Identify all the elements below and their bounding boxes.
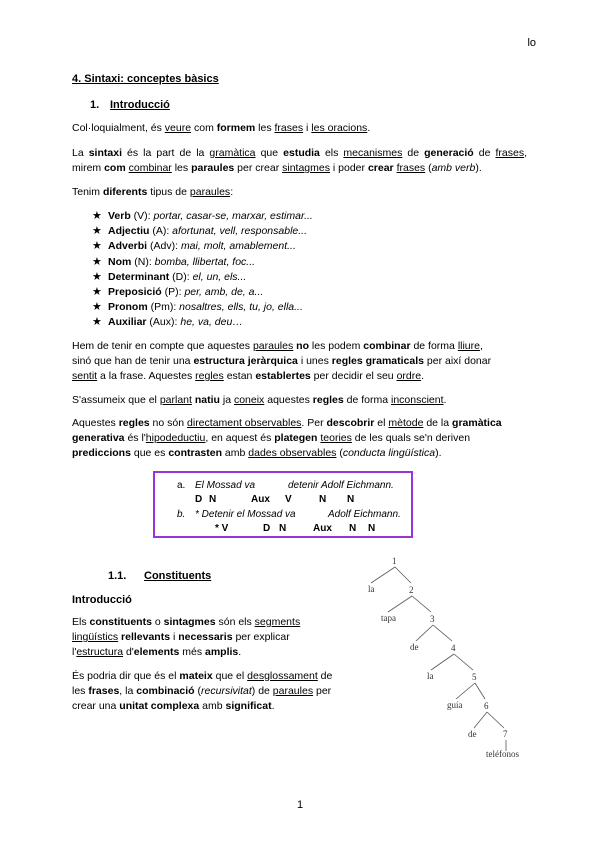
paragraph-7: Els constituents o sintagmes són els segments lingüístics rellevants i necessaris per explicar l'estructura d'elements més amplis. [72,616,301,658]
paragraph-1: Col·loquialment, és veure com formem les frases i les oracions. [72,122,371,134]
tree-leaf: la [427,671,434,681]
example-a-tag: N [319,494,327,505]
star-bullet-icon: ★ [92,225,102,238]
example-a-word: detenir Adolf Eichmann. [288,480,394,491]
tree-node: 5 [472,672,477,682]
tree-node: 6 [484,701,489,711]
subsection-number: 1. [90,99,100,111]
star-bullet-icon: ★ [92,210,102,222]
parts-of-speech-list [92,209,313,331]
subsection-1-1-title [108,569,211,584]
example-b-tag: N [279,523,287,534]
section-title: 4. Sintaxi: conceptes bàsics [72,73,219,85]
paragraph-2: La sintaxi és la part de la gramàtica que estudia els mecanismes de generació de frases, mirem com combinar les paraules per crear sintagmes i poder crear frases (amb verb). [72,147,527,174]
intro-heading: Introducció [72,594,132,606]
tree-node: 2 [409,585,414,595]
list-item: ★ Auxiliar (Aux): he, va, deu… [92,315,313,330]
example-b-tag: * V [215,523,229,534]
example-a-word: El Mossad va [195,480,256,491]
example-b-tag: N [349,523,357,534]
example-a-tag: N [209,494,217,505]
star-bullet-icon: ★ [92,255,102,268]
list-item: ★ Pronom (Pm): nosaltres, ells, tu, jo, ella... [92,300,313,315]
tree-leaf: de [410,642,419,652]
paragraph-5: S'assumeix que el parlant natiu ja coneix aquestes regles de forma inconscient. [72,394,447,406]
star-bullet-icon: ★ [92,316,102,329]
example-a-tag: N [347,494,355,505]
tree-leaf: tapa [381,613,396,623]
subsection-1-1-number: 1.1. [108,570,127,582]
subsection-1-1-label: Constituents [144,570,212,582]
tree-node: 4 [451,643,456,653]
example-a-tag: V [285,494,292,505]
list-item: ★ Adjectiu (A): afortunat, vell, responsable... [92,224,313,239]
subsection-title [90,98,170,113]
example-a-label: a. [177,480,186,491]
star-bullet-icon: ★ [92,301,102,314]
tree-node: 1 [392,556,397,566]
example-b-word: Adolf Eichmann. [328,509,401,520]
star-bullet-icon: ★ [92,286,102,299]
tree-leaf: de [468,729,477,739]
star-bullet-icon: ★ [92,240,102,253]
header-right-text: lo [527,37,536,49]
example-b-tag: N [368,523,376,534]
paragraph-8: És podria dir que és el mateix que el desglossament de les frases, la combinació (recursivitat) de paraules per crear una unitat complexa amb significat. [72,670,333,712]
example-b-label: b. [177,509,186,520]
example-b-tag: Aux [313,523,332,534]
example-a-tag: Aux [251,494,270,505]
list-item: ★ Adverbi (Adv): mai, molt, amablement... [92,239,313,254]
example-a-tag: D [195,494,203,505]
page-number: 1 [296,799,304,811]
paragraph-4: Hem de tenir en compte que aquestes paraules no les podem combinar de forma lliure, sinó que han de tenir una estructura jeràrquica i unes regles gramaticals per així donar sentit a la frase. Aquestes regles estan establertes per decidir el seu ordre. [72,340,492,382]
example-b-word: * Detenir el Mossad va [195,509,296,520]
example-box [153,471,413,538]
subsection-label: Introducció [110,99,170,111]
list-item: ★ Preposició (P): per, amb, de, a... [92,285,313,300]
syntax-tree-diagram [355,550,545,760]
tree-node: 7 [503,729,508,739]
paragraph-3: Tenim diferents tipus de paraules: [72,186,234,198]
paragraph-6: Aquestes regles no són directament observables. Per descobrir el mètode de la gramàtica generativa és l'hipodeductiu, en aquest és plategen teories de les quals se'n deriven prediccions que es contrasten amb dades observables (conducta lingüística). [72,417,502,459]
list-item: ★ Nom (N): bomba, llibertat, foc... [92,255,313,270]
tree-leaf: guía [447,700,463,710]
list-item: ★ Verb (V): portar, casar-se, marxar, estimar... [92,209,313,224]
example-b-tag: D [263,523,271,534]
tree-node: 3 [430,614,435,624]
star-bullet-icon: ★ [92,270,102,283]
tree-leaf: la [368,584,375,594]
list-item: ★ Determinant (D): el, un, els... [92,270,313,285]
tree-leaf: teléfonos [486,749,519,759]
